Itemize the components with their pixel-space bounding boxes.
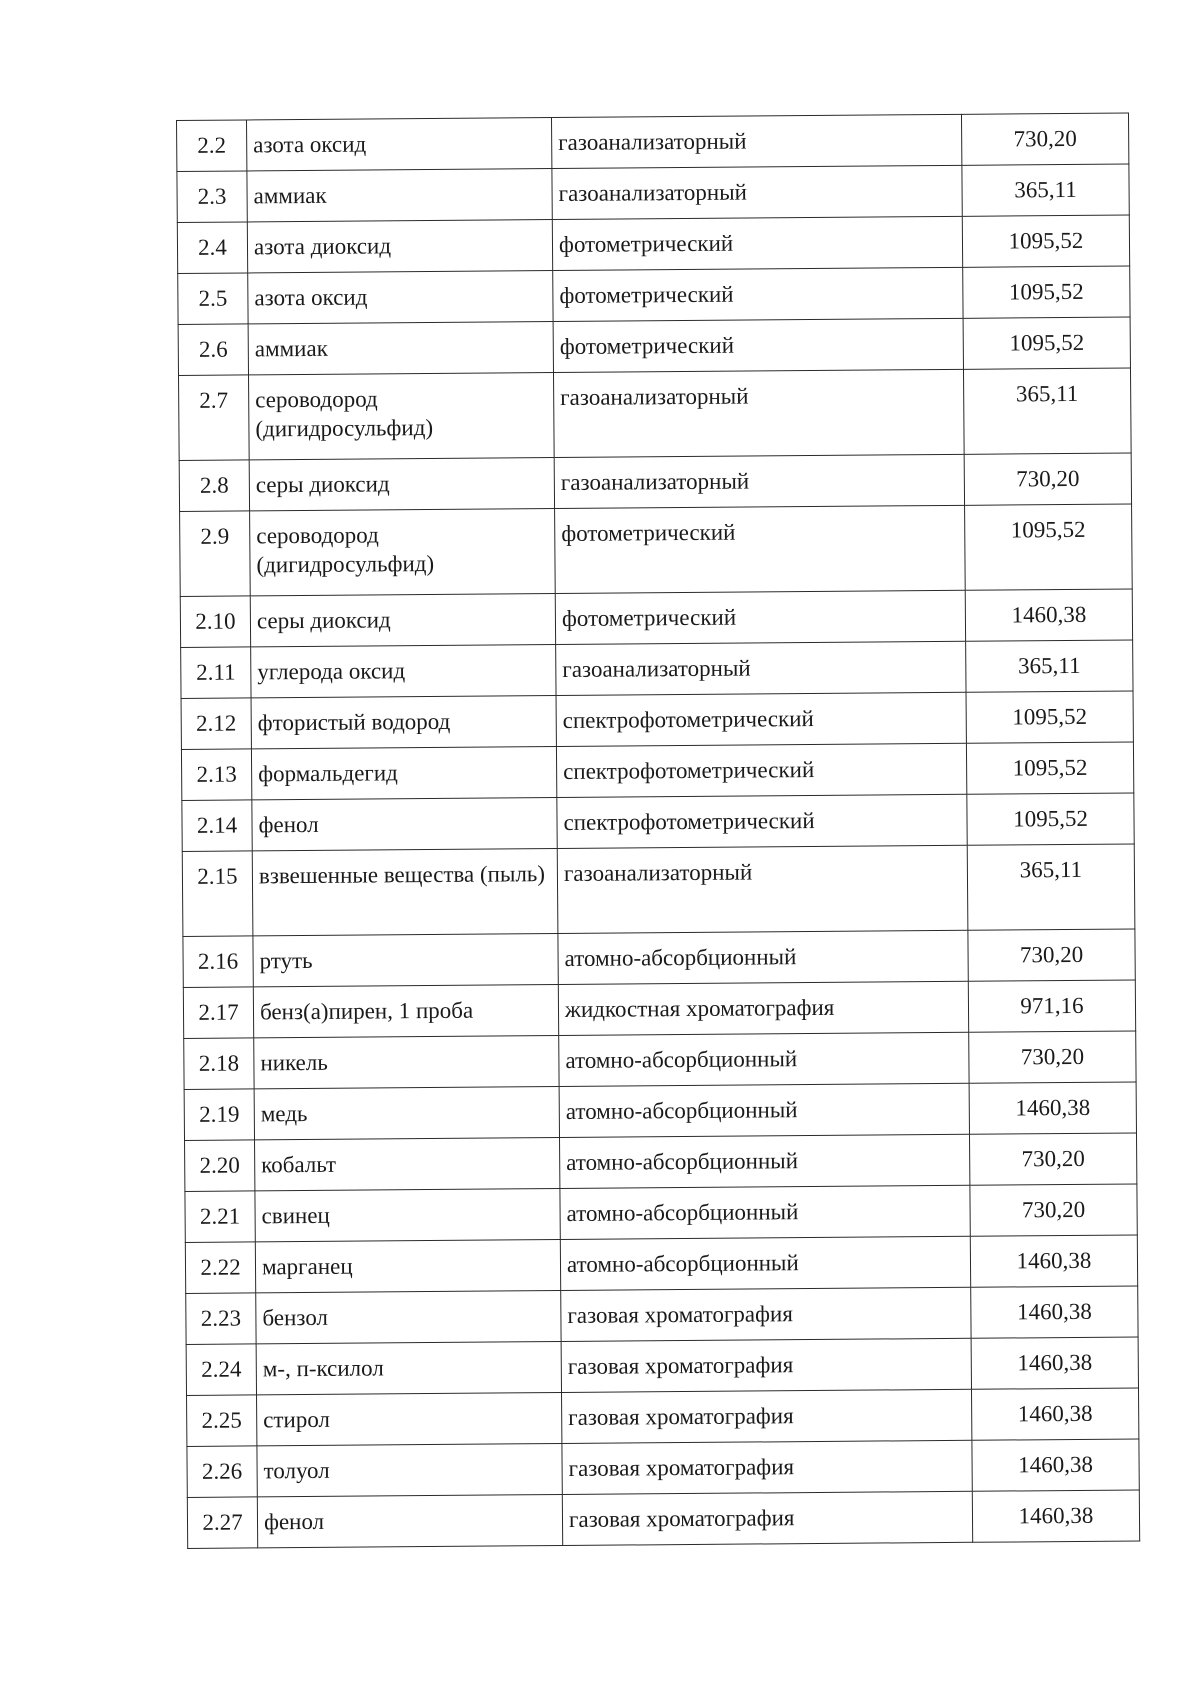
analysis-method: газовая хроматография — [562, 1389, 972, 1443]
analysis-method: газоанализаторный — [551, 114, 961, 168]
table-row — [181, 691, 1133, 749]
substance-name: азота оксид — [247, 118, 552, 171]
analysis-method: фотометрический — [555, 505, 966, 593]
price-value: 730,20 — [970, 1184, 1137, 1236]
price-value: 365,11 — [962, 164, 1129, 216]
price-value: 1095,52 — [963, 266, 1130, 318]
table-row — [177, 164, 1129, 222]
table-row — [179, 368, 1132, 460]
table-row — [178, 266, 1130, 324]
item-number: 2.5 — [178, 273, 248, 325]
substance-name: аммиак — [248, 322, 553, 375]
item-number: 2.27 — [187, 1497, 257, 1549]
substance-name: фенол — [252, 798, 557, 851]
table-row — [177, 215, 1129, 273]
table-row — [182, 793, 1134, 851]
analysis-method: фотометрический — [552, 216, 962, 270]
substance-name: сероводород (дигидросульфид) — [249, 373, 555, 460]
analysis-method: спектрофотометрический — [556, 743, 966, 797]
item-number: 2.20 — [185, 1140, 255, 1192]
item-number: 2.9 — [180, 511, 251, 597]
analysis-method: газовая хроматография — [562, 1440, 972, 1494]
table-row — [187, 1388, 1139, 1446]
price-value: 365,11 — [963, 368, 1131, 454]
substance-name: ртуть — [253, 934, 558, 987]
price-value: 1095,52 — [966, 742, 1133, 794]
analysis-method: атомно-абсорбционный — [559, 1083, 969, 1137]
price-value: 1095,52 — [966, 691, 1133, 743]
substance-name: бензол — [256, 1291, 561, 1344]
substance-name: фенол — [257, 1495, 562, 1548]
table-row — [178, 317, 1130, 375]
substance-name: углерода оксид — [251, 645, 556, 698]
analysis-method: атомно-абсорбционный — [560, 1236, 970, 1290]
substance-name: кобальт — [255, 1138, 560, 1191]
analysis-method: атомно-абсорбционный — [558, 930, 968, 984]
analysis-method: атомно-абсорбционный — [560, 1185, 970, 1239]
analysis-method: газоанализаторный — [556, 641, 966, 695]
analysis-method: спектрофотометрический — [556, 692, 966, 746]
analysis-method: спектрофотометрический — [557, 794, 967, 848]
item-number: 2.6 — [178, 324, 248, 376]
substance-name: аммиак — [247, 169, 552, 222]
table-row — [185, 1235, 1137, 1293]
item-number: 2.13 — [181, 749, 251, 801]
table-row — [177, 113, 1129, 171]
price-value: 730,20 — [969, 1031, 1136, 1083]
substance-name: медь — [254, 1087, 559, 1140]
analysis-method: газоанализаторный — [552, 165, 962, 219]
item-number: 2.23 — [186, 1293, 256, 1345]
price-value: 1460,38 — [971, 1337, 1138, 1389]
price-value: 730,20 — [961, 113, 1128, 165]
item-number: 2.19 — [184, 1089, 254, 1141]
item-number: 2.8 — [179, 460, 249, 512]
price-value: 1460,38 — [971, 1286, 1138, 1338]
table-row — [187, 1490, 1139, 1548]
item-number: 2.12 — [181, 698, 251, 750]
price-value: 1095,52 — [967, 793, 1134, 845]
analysis-method: газоанализаторный — [553, 369, 964, 457]
table-row — [180, 504, 1133, 596]
item-number: 2.21 — [185, 1191, 255, 1243]
table-row — [185, 1133, 1137, 1191]
substance-name: фтористый водород — [251, 696, 556, 749]
item-number: 2.16 — [183, 936, 253, 988]
price-value: 1460,38 — [971, 1388, 1138, 1440]
item-number: 2.7 — [179, 375, 250, 461]
substance-name: никель — [254, 1036, 559, 1089]
table-row — [184, 1031, 1136, 1089]
price-value: 1460,38 — [972, 1490, 1139, 1542]
table-row — [186, 1286, 1138, 1344]
item-number: 2.24 — [186, 1344, 256, 1396]
item-number: 2.11 — [181, 647, 251, 699]
table-row — [181, 640, 1133, 698]
table-row — [181, 742, 1133, 800]
price-value: 730,20 — [968, 929, 1135, 981]
analysis-method: газовая хроматография — [561, 1287, 971, 1341]
substance-name: азота оксид — [248, 271, 553, 324]
substance-name: формальдегид — [251, 747, 556, 800]
table-row — [180, 589, 1132, 647]
price-value: 1460,38 — [965, 589, 1132, 641]
substance-name: серы диоксид — [249, 458, 554, 511]
price-value: 365,11 — [967, 844, 1135, 930]
price-value: 730,20 — [969, 1133, 1136, 1185]
substance-name: стирол — [257, 1393, 562, 1446]
analysis-method: газовая хроматография — [562, 1491, 972, 1545]
substance-name: сероводород (дигидросульфид) — [250, 509, 556, 596]
analysis-method: фотометрический — [555, 590, 965, 644]
item-number: 2.15 — [182, 851, 253, 937]
substance-name: серы диоксид — [250, 594, 555, 647]
analysis-price-table — [176, 113, 1140, 1549]
price-value: 1095,52 — [963, 317, 1130, 369]
table-row — [182, 844, 1135, 936]
table-row — [185, 1184, 1137, 1242]
analysis-method: фотометрический — [553, 318, 963, 372]
substance-name: бенз(а)пирен, 1 проба — [253, 985, 558, 1038]
table-row — [187, 1439, 1139, 1497]
item-number: 2.18 — [184, 1038, 254, 1090]
price-value: 1460,38 — [972, 1439, 1139, 1491]
analysis-method: газовая хроматография — [561, 1338, 971, 1392]
analysis-method: газоанализаторный — [557, 845, 968, 933]
table-row — [183, 929, 1135, 987]
price-value: 1095,52 — [962, 215, 1129, 267]
table-row — [186, 1337, 1138, 1395]
item-number: 2.3 — [177, 171, 247, 223]
substance-name: взвешенные вещества (пыль) — [252, 849, 558, 936]
substance-name: марганец — [255, 1240, 560, 1293]
analysis-method: атомно-абсорбционный — [559, 1032, 969, 1086]
analysis-method: газоанализаторный — [554, 454, 964, 508]
table-row — [184, 1082, 1136, 1140]
item-number: 2.17 — [183, 987, 253, 1039]
substance-name: толуол — [257, 1444, 562, 1497]
analysis-method: атомно-абсорбционный — [560, 1134, 970, 1188]
price-value: 730,20 — [964, 453, 1131, 505]
item-number: 2.10 — [180, 596, 250, 648]
substance-name: м-, п-ксилол — [256, 1342, 561, 1395]
item-number: 2.14 — [182, 800, 252, 852]
price-value: 365,11 — [966, 640, 1133, 692]
price-value: 971,16 — [968, 980, 1135, 1032]
analysis-method: фотометрический — [553, 267, 963, 321]
item-number: 2.26 — [187, 1446, 257, 1498]
item-number: 2.22 — [185, 1242, 255, 1294]
analysis-method: жидкостная хроматография — [558, 981, 968, 1035]
price-value: 1460,38 — [970, 1235, 1137, 1287]
item-number: 2.2 — [177, 120, 247, 172]
table-row — [179, 453, 1131, 511]
price-value: 1460,38 — [969, 1082, 1136, 1134]
item-number: 2.25 — [187, 1395, 257, 1447]
item-number: 2.4 — [177, 222, 247, 274]
substance-name: свинец — [255, 1189, 560, 1242]
substance-name: азота диоксид — [247, 220, 552, 273]
table-row — [183, 980, 1135, 1038]
price-value: 1095,52 — [965, 504, 1133, 590]
